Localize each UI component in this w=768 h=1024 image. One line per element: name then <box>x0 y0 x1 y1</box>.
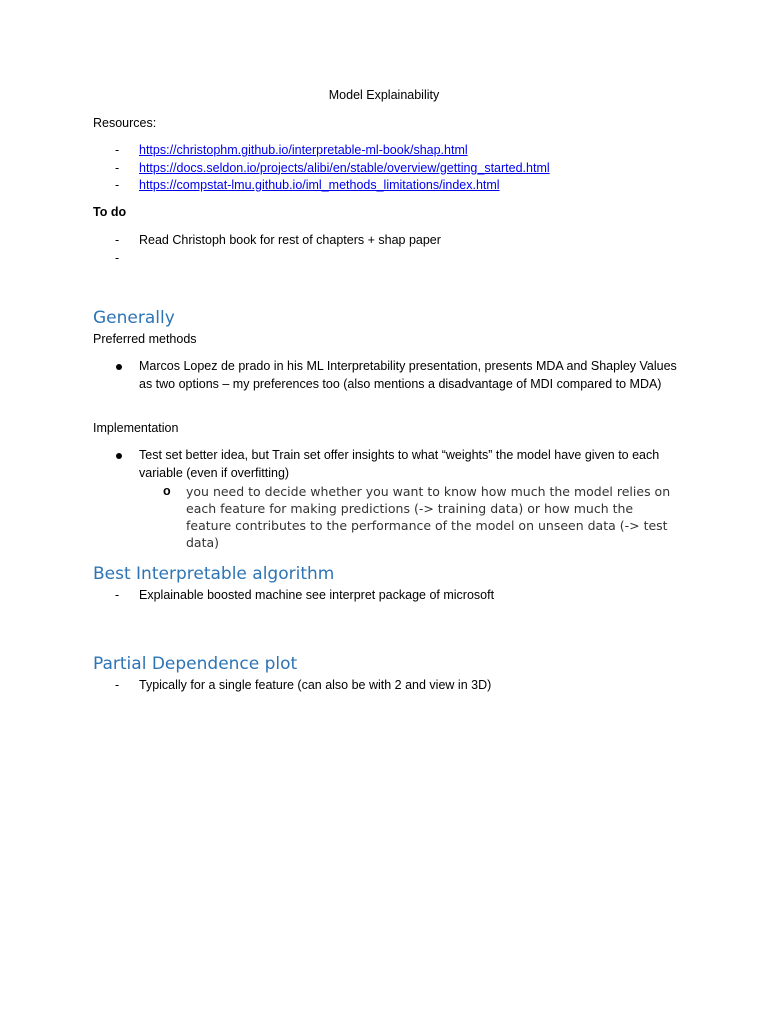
resources-label: Resources: <box>93 116 157 130</box>
bullet-dot <box>116 364 122 370</box>
todo-item-text: Read Christoph book for rest of chapters + shap paper <box>139 233 441 247</box>
best-interpretable-item-text: Explainable boosted machine see interpret package of microsoft <box>139 588 495 602</box>
resource-link-shap[interactable]: https://christophm.github.io/interpretable-ml-book/shap.html <box>139 143 468 157</box>
partial-dependence-list <box>93 677 678 695</box>
bullet-dot <box>116 453 122 459</box>
list-item <box>93 160 678 178</box>
dash-marker: - <box>115 588 120 602</box>
implementation-sub-item-text: you need to decide whether you want to know how much the model relies on each feature for making predictions (-> training data) or how much the feature contributes to the performance of the model on unseen data (-> test data) <box>186 484 671 550</box>
preferred-item-text: Marcos Lopez de prado in his ML Interpretability presentation, presents MDA and Shapley Values as two options – my preferences too (also mentions a disadvantage of MDI compared to MDA) <box>139 359 677 391</box>
implementation-item-text: Test set better idea, but Train set offer insights to what “weights” the model have given to each variable (even if overfitting) <box>139 448 660 480</box>
list-item <box>93 142 678 160</box>
dash-marker: - <box>115 233 120 247</box>
implementation-list <box>93 447 678 551</box>
list-item <box>93 177 678 195</box>
preferred-methods-label: Preferred methods <box>93 332 197 346</box>
dash-marker: - <box>115 178 120 192</box>
section-heading-generally: Generally <box>93 308 175 328</box>
list-item <box>93 358 678 393</box>
list-item <box>93 677 678 695</box>
list-item <box>93 250 678 268</box>
best-interpretable-list <box>93 587 678 605</box>
resources-list <box>93 142 678 195</box>
todo-list <box>93 232 678 267</box>
resource-link-alibi[interactable]: https://docs.seldon.io/projects/alibi/en/stable/overview/getting_started.html <box>139 160 550 175</box>
implementation-label: Implementation <box>93 421 179 435</box>
circle-marker: o <box>163 484 171 498</box>
dash-marker: - <box>115 143 120 157</box>
section-heading-best-interpretable: Best Interpretable algorithm <box>93 564 335 584</box>
document-title: Model Explainability <box>328 88 440 102</box>
list-item <box>93 447 678 482</box>
list-item <box>93 232 678 250</box>
todo-label: To do <box>93 205 127 219</box>
dash-marker: - <box>115 678 120 692</box>
partial-dependence-item-text: Typically for a single feature (can also be with 2 and view in 3D) <box>139 678 492 692</box>
section-heading-partial-dependence: Partial Dependence plot <box>93 654 298 674</box>
resource-link-iml-limitations[interactable]: https://compstat-lmu.github.io/iml_methods_limitations/index.html <box>139 178 500 192</box>
dash-marker: - <box>115 160 120 175</box>
sub-list-item <box>93 483 678 551</box>
list-item <box>93 587 678 605</box>
preferred-methods-list <box>93 358 678 393</box>
dash-marker: - <box>115 250 120 265</box>
